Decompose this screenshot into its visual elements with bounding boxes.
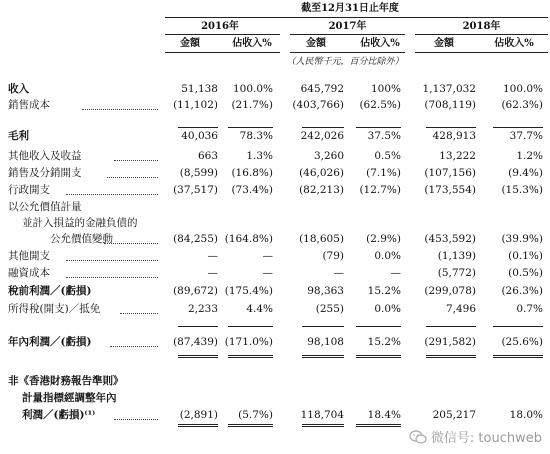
row-label: 毛利 <box>8 130 29 142</box>
percent-cell: 1.2% <box>516 150 543 162</box>
row-label: 稅前利潤／(虧損) <box>8 285 92 297</box>
amount-cell: (89,672) <box>173 285 218 297</box>
row-label: 銷售及分銷開支 <box>8 167 82 179</box>
amount-cell: (107,156) <box>424 167 476 179</box>
row-label: 計量指標經調整年內 <box>22 392 117 404</box>
amount-cell: 3,260 <box>313 150 344 162</box>
amount-cell: (5,772) <box>437 267 476 279</box>
percent-cell: 15.2% <box>367 336 401 348</box>
row-label: 其他收入及收益 <box>8 150 82 162</box>
amount-cell: 663 <box>197 150 218 162</box>
amount-cell: 2,233 <box>187 303 218 315</box>
row-label: 公允價值變動 <box>50 233 113 245</box>
year-2016: 2016年 <box>201 21 239 32</box>
amount-cell: — <box>207 267 218 279</box>
percent-cell: (26.3%) <box>501 285 543 297</box>
amount-cell: 98,363 <box>307 285 344 297</box>
percent-cell: 4.4% <box>246 303 273 315</box>
year-2018: 2018年 <box>462 21 501 32</box>
amount-cell: (1,139) <box>437 250 476 262</box>
percent-cell: 37.5% <box>367 130 401 142</box>
amount-cell: (37,517) <box>173 184 218 196</box>
amount-cell: (255) <box>315 303 344 315</box>
percent-cell: (39.9%) <box>501 233 543 245</box>
watermark <box>409 427 542 446</box>
percent-cell: (9.4%) <box>508 167 543 179</box>
col-pct-2017: 佔收入% <box>360 38 400 49</box>
percent-cell: (164.8%) <box>224 233 273 245</box>
amount-cell: (2,891) <box>179 409 218 421</box>
percent-cell: 78.3% <box>239 130 273 142</box>
percent-cell: 0.7% <box>516 303 543 315</box>
percent-cell: (62.3%) <box>501 99 543 111</box>
percent-cell: (12.7%) <box>359 184 401 196</box>
col-amount-2018: 金額 <box>434 38 454 49</box>
amount-cell: — <box>207 250 218 262</box>
row-label: 以公允價值計量 <box>8 201 82 213</box>
amount-cell: (299,078) <box>424 285 476 297</box>
unit-note: （人民幣千元，百分比除外） <box>286 57 404 67</box>
year-2017: 2017年 <box>328 21 367 32</box>
percent-cell: 100.0% <box>502 83 543 95</box>
amount-cell: (291,582) <box>424 336 476 348</box>
amount-cell: (84,255) <box>173 233 218 245</box>
row-label: 年內利潤／(虧損) <box>8 336 92 348</box>
col-amount-2016: 金額 <box>180 38 200 49</box>
row-label: 融資成本 <box>8 267 50 279</box>
amount-cell: 242,026 <box>300 130 344 142</box>
percent-cell: — <box>390 267 401 279</box>
percent-cell: (15.3%) <box>501 184 543 196</box>
amount-cell: (403,766) <box>292 99 344 111</box>
percent-cell: 0.0% <box>374 303 401 315</box>
period-header: 截至12月31日止年度 <box>301 3 399 14</box>
row-label: 所得稅(開支)／抵免 <box>8 303 101 315</box>
amount-cell: 40,036 <box>181 130 218 142</box>
row-label: 收入 <box>8 83 29 95</box>
percent-cell: (62.5%) <box>359 99 401 111</box>
percent-cell: 1.3% <box>246 150 273 162</box>
percent-cell: 15.2% <box>367 285 401 297</box>
percent-cell: (171.0%) <box>224 336 273 348</box>
amount-cell: (8,599) <box>179 167 218 179</box>
amount-cell: 645,792 <box>300 83 344 95</box>
percent-cell: (0.5%) <box>508 267 543 279</box>
amount-cell: — <box>333 267 344 279</box>
percent-cell: 18.4% <box>367 409 401 421</box>
row-label: 行政開支 <box>8 184 50 196</box>
amount-cell: 51,138 <box>181 83 218 95</box>
percent-cell: (16.8%) <box>231 167 273 179</box>
percent-cell: 100% <box>370 83 401 95</box>
amount-cell: (708,119) <box>424 99 476 111</box>
percent-cell: (7.1%) <box>366 167 401 179</box>
percent-cell: (0.1%) <box>508 250 543 262</box>
wechat-icon <box>409 430 427 444</box>
col-amount-2017: 金額 <box>306 38 326 49</box>
amount-cell: (79) <box>322 250 344 262</box>
amount-cell: (11,102) <box>173 99 218 111</box>
amount-cell: (87,439) <box>173 336 218 348</box>
row-label: 銷售成本 <box>8 99 50 111</box>
percent-cell: (21.7%) <box>231 99 273 111</box>
percent-cell: (2.9%) <box>366 233 401 245</box>
amount-cell: 98,108 <box>307 336 344 348</box>
amount-cell: 7,496 <box>445 303 476 315</box>
percent-cell: — <box>262 267 273 279</box>
percent-cell: — <box>262 250 273 262</box>
percent-cell: 0.0% <box>374 250 401 262</box>
amount-cell: 13,222 <box>439 150 476 162</box>
percent-cell: (5.7%) <box>238 409 273 421</box>
percent-cell: 100.0% <box>232 83 273 95</box>
percent-cell: (175.4%) <box>224 285 273 297</box>
amount-cell: (173,554) <box>424 184 476 196</box>
amount-cell: (82,213) <box>299 184 344 196</box>
percent-cell: 0.5% <box>374 150 401 162</box>
percent-cell: (25.6%) <box>501 336 543 348</box>
amount-cell: 428,913 <box>432 130 476 142</box>
row-label: 非《香港財務報告準則》 <box>8 375 124 387</box>
amount-cell: (453,592) <box>424 233 476 245</box>
amount-cell: (46,026) <box>299 167 344 179</box>
amount-cell: 1,137,032 <box>422 83 476 95</box>
percent-cell: (73.4%) <box>231 184 273 196</box>
percent-cell: 18.0% <box>509 409 543 421</box>
percent-cell: 37.7% <box>509 130 543 142</box>
amount-cell: 205,217 <box>432 409 476 421</box>
amount-cell: 118,704 <box>300 409 344 421</box>
row-label: 其他開支 <box>8 250 50 262</box>
watermark-text: 微信号: touchweb <box>430 431 542 446</box>
row-label: 利潤／(虧損)⁽¹⁾ <box>22 409 96 421</box>
amount-cell: (18,605) <box>299 233 344 245</box>
col-pct-2016: 佔收入% <box>232 38 272 49</box>
col-pct-2018: 佔收入% <box>494 38 534 49</box>
row-label: 並計入損益的金融負債的 <box>22 217 138 229</box>
